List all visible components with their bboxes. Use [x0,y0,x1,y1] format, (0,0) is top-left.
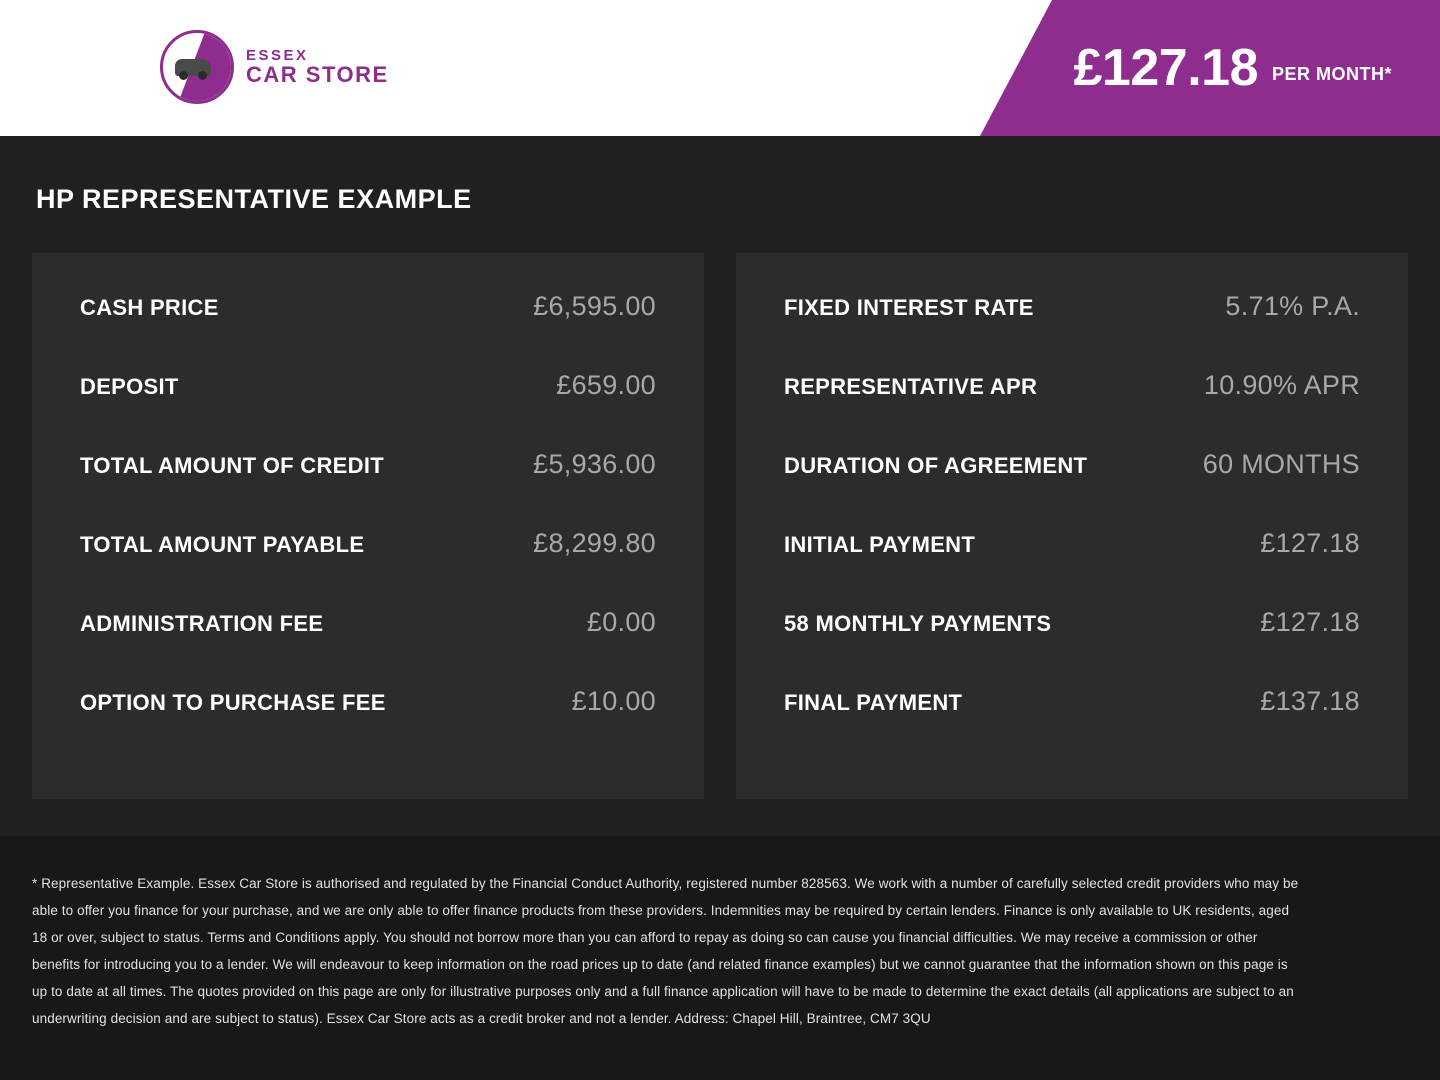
brand-logo[interactable] [160,30,389,104]
row-value: £6,595.00 [533,291,656,321]
row-value: £137.18 [1260,686,1360,716]
table-row [80,607,656,686]
brand-logo-text [246,48,389,87]
monthly-price [1074,0,1392,136]
table-row [784,686,1360,765]
row-value: £659.00 [556,370,656,400]
row-value: £127.18 [1260,528,1360,558]
finance-panel-left [32,253,704,799]
row-value: £0.00 [586,607,656,637]
table-row [80,291,656,370]
table-row [784,370,1360,449]
finance-panels [32,253,1408,799]
row-label: ADMINISTRATION FEE [80,611,324,636]
row-label: 58 MONTHLY PAYMENTS [784,611,1052,636]
brand-name-line2: CAR STORE [246,62,389,88]
disclaimer-text: * Representative Example. Essex Car Store is authorised and regulated by the Financial Conduct Authority, registered number 828563. We work with a number of carefully selected credit providers who may be able to offer you finance for your purchase, and we are only able to offer finance products from these providers. Indemnities may be required by certain lenders. Finance is only available to UK residents, aged 18 or over, subject to status. Terms and Conditions apply. You should not borrow more than you can afford to repay as doing so can cause you financial difficulties. We may receive a commission or other benefits for introducing you to a lender. We will endeavour to keep information on the road prices up to date (and related finance examples) but we cannot guarantee that the information shown on this page is up to date at all times. The quotes provided on this page are only for illustrative purposes only and a full finance application will have to be made to determine the exact details (all applications are subject to an underwriting decision and are subject to status). Essex Car Store acts as a credit broker and not a lender. Address: Chapel Hill, Braintree, CM7 3QU [32,876,1299,1026]
price-amount: £127.18 [1073,39,1258,97]
row-label: OPTION TO PURCHASE FEE [80,690,386,715]
row-value: 5.71% P.A. [1225,291,1360,321]
table-row [784,291,1360,370]
brand-name-line1: ESSEX [246,46,309,64]
row-value: £5,936.00 [533,449,656,479]
page-header [0,0,1440,136]
table-row [784,607,1360,686]
row-value: 60 MONTHS [1202,449,1360,479]
row-label: FINAL PAYMENT [784,690,963,715]
row-value: 10.90% APR [1203,370,1360,400]
disclaimer-section [0,836,1440,1080]
row-label: TOTAL AMOUNT OF CREDIT [80,453,384,478]
table-row [784,528,1360,607]
row-label: REPRESENTATIVE APR [784,374,1038,399]
row-value: £127.18 [1260,607,1360,637]
table-row [80,449,656,528]
finance-panel-right [736,253,1408,799]
table-row [80,370,656,449]
table-row [784,449,1360,528]
row-value: £10.00 [571,686,656,716]
row-label: DEPOSIT [80,374,179,399]
row-value: £8,299.80 [533,528,656,558]
table-row [80,528,656,607]
table-row [80,686,656,765]
price-period: PER MONTH* [1271,63,1392,84]
row-label: FIXED INTEREST RATE [784,295,1034,320]
row-label: CASH PRICE [80,295,219,320]
row-label: DURATION OF AGREEMENT [784,453,1088,478]
row-label: TOTAL AMOUNT PAYABLE [80,532,365,557]
row-label: INITIAL PAYMENT [784,532,976,557]
finance-details-section [0,136,1440,836]
car-circle-logo-icon [160,30,234,104]
page-title: HP REPRESENTATIVE EXAMPLE [36,184,472,214]
